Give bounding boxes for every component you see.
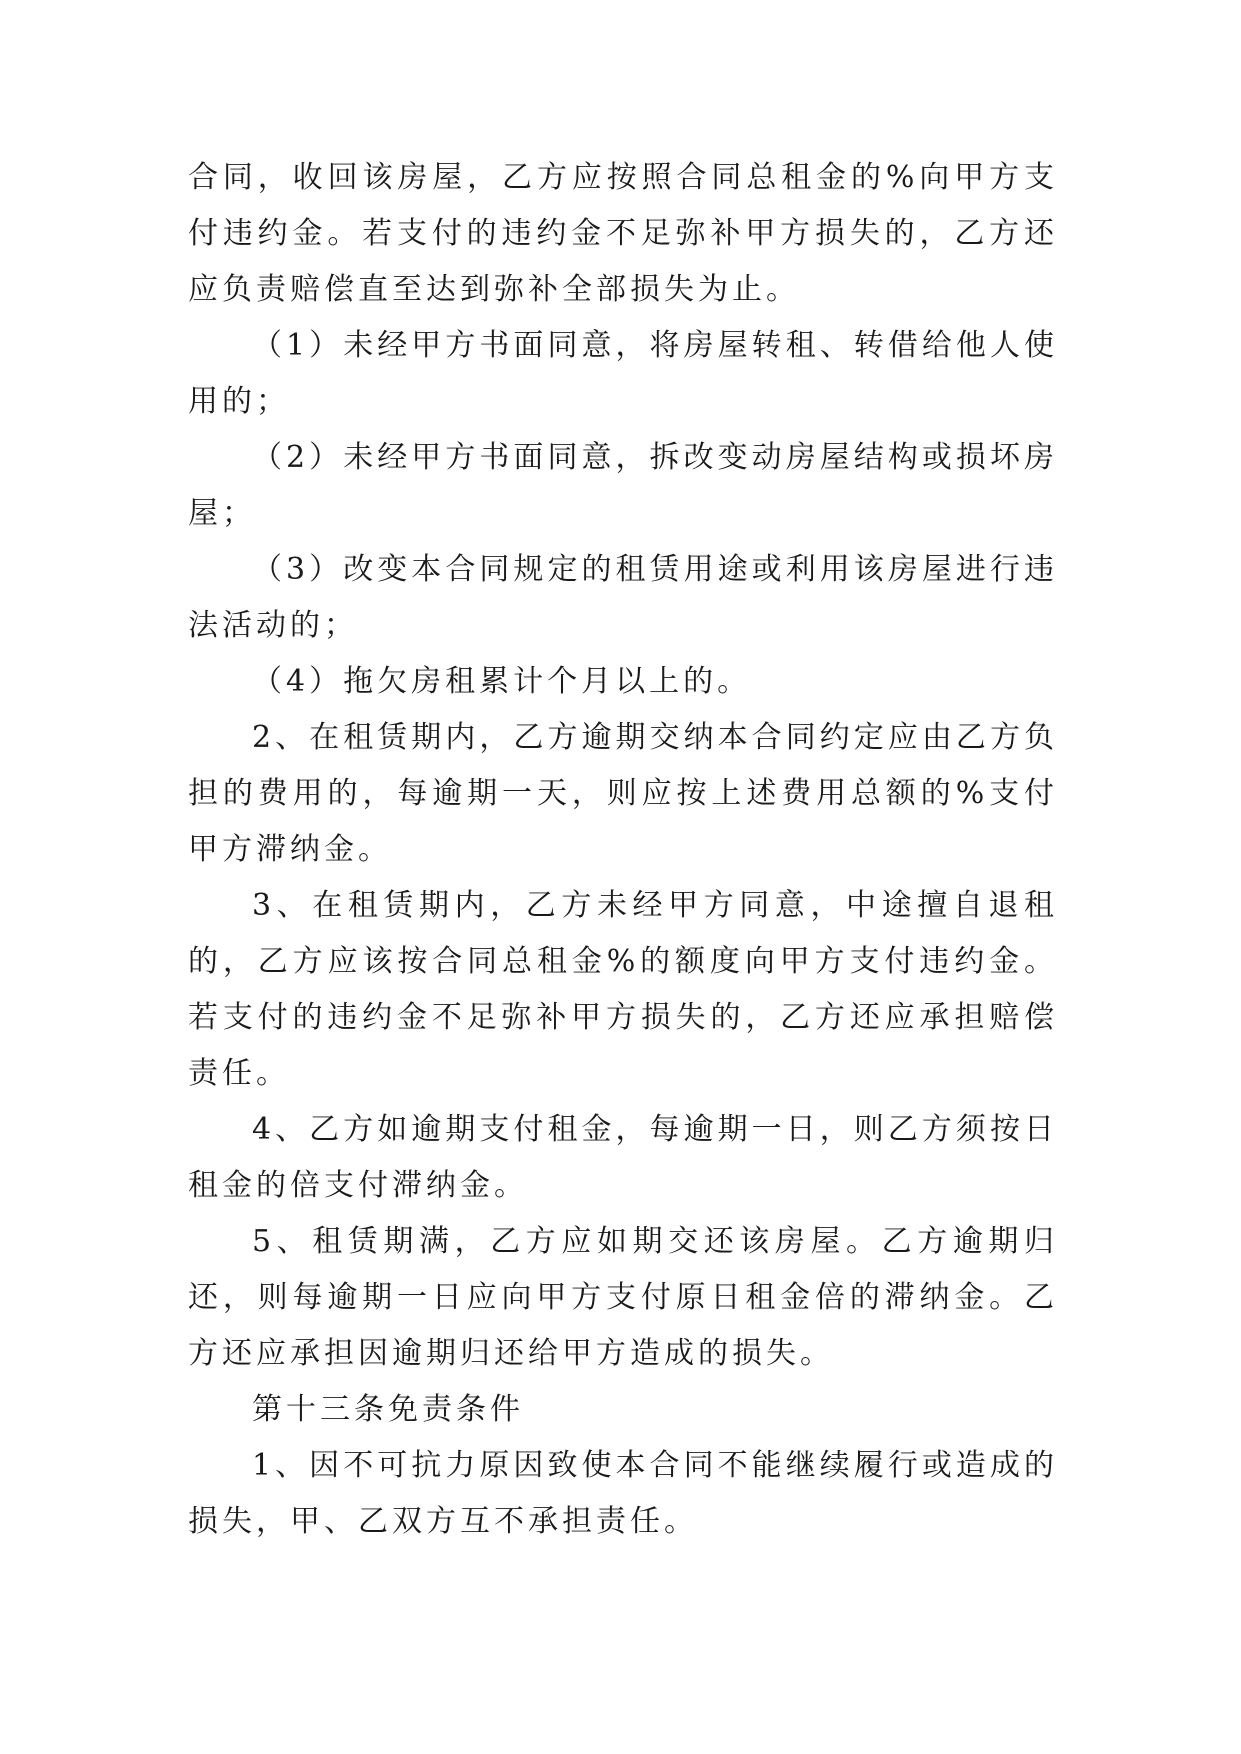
paragraph-item-1: （1）未经甲方书面同意，将房屋转租、转借给他人使用的； xyxy=(188,328,1058,419)
paragraph-item-3: （3）改变本合同规定的租赁用途或利用该房屋进行违法活动的； xyxy=(188,552,1058,643)
paragraph-clause-5: 5、租赁期满，乙方应如期交还该房屋。乙方逾期归还，则每逾期一日应向甲方支付原日租金倍的滞纳金。乙方还应承担因逾期归还给甲方造成的损失。 xyxy=(188,1224,1058,1371)
paragraph-item-4: （4）拖欠房租累计个月以上的。 xyxy=(252,664,752,699)
section-heading: 第十三条免责条件 xyxy=(252,1392,524,1427)
paragraph-exemption-1: 1、因不可抗力原因致使本合同不能继续履行或造成的损失，甲、乙双方互不承担责任。 xyxy=(188,1448,1058,1539)
paragraph-clause-3: 3、在租赁期内，乙方未经甲方同意，中途擅自退租的，乙方应该按合同总租金%的额度向甲方支付违约金。若支付的违约金不足弥补甲方损失的，乙方还应承担赔偿责任。 xyxy=(188,888,1058,1091)
document-body xyxy=(188,150,1058,1550)
paragraph-clause-2: 2、在租赁期内，乙方逾期交纳本合同约定应由乙方负担的费用的，每逾期一天，则应按上述费用总额的%支付甲方滞纳金。 xyxy=(188,720,1058,867)
paragraph-continuation: 合同，收回该房屋，乙方应按照合同总租金的%向甲方支付违约金。若支付的违约金不足弥补甲方损失的，乙方还应负责赔偿直至达到弥补全部损失为止。 xyxy=(188,160,1058,307)
paragraph-clause-4: 4、乙方如逾期支付租金，每逾期一日，则乙方须按日租金的倍支付滞纳金。 xyxy=(188,1112,1058,1203)
paragraph-item-2: （2）未经甲方书面同意，拆改变动房屋结构或损坏房屋； xyxy=(188,440,1058,531)
